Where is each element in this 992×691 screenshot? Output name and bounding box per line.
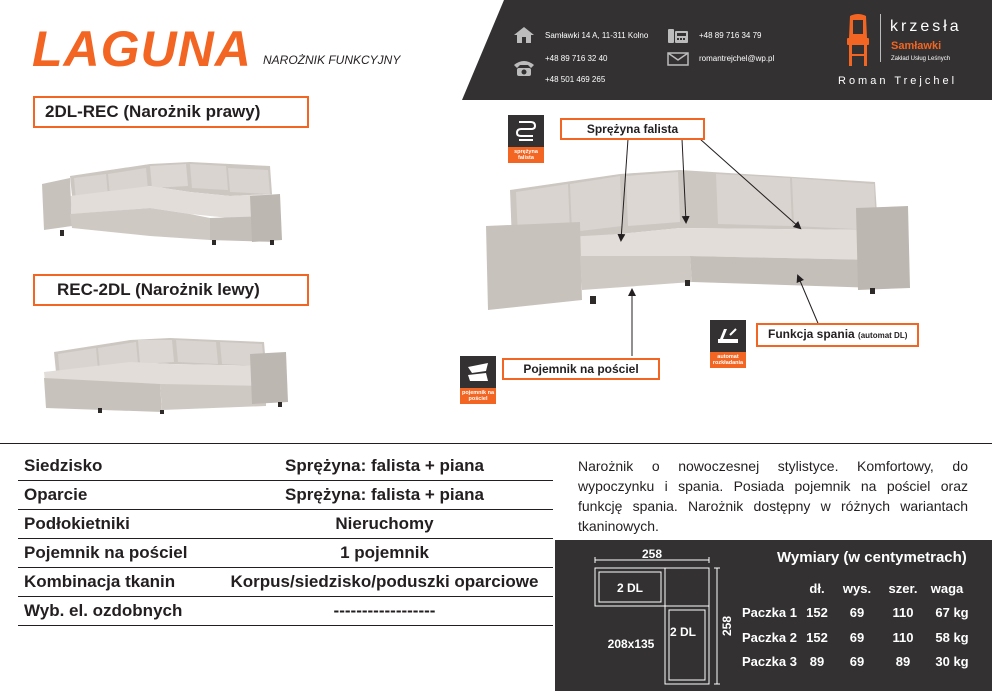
dim-cell: 58 kg <box>935 630 969 645</box>
dim-cell: 69 <box>849 654 865 669</box>
callout-sleeping-note: (automat DL) <box>858 331 908 340</box>
dim-cell: 69 <box>849 630 865 645</box>
spec-value: 1 pojemnik <box>340 543 429 562</box>
dimension-width-label: 258 <box>641 547 663 561</box>
spec-row <box>18 452 553 481</box>
feature-spring-label: sprężyna falista <box>508 147 544 163</box>
dim-col-header: szer. <box>888 581 918 596</box>
callout-sleeping-main: Funkcja spania <box>768 327 855 341</box>
feature-spring <box>508 115 544 163</box>
contact-fax: +48 89 716 34 79 <box>699 31 762 40</box>
product-subtitle: NAROŻNIK FUNKCYJNY <box>263 53 401 67</box>
sleep-area-label: 208x135 <box>607 637 655 651</box>
brand-samlawki: Samławki <box>891 40 942 52</box>
dim-row-name: Paczka 3 <box>742 654 797 669</box>
spec-name: Wyb. el. ozdobnych <box>24 601 183 620</box>
dim-cell: 89 <box>895 654 911 669</box>
spec-name: Pojemnik na pościel <box>24 543 188 562</box>
spec-value: Nieruchomy <box>335 514 434 533</box>
module-top-label: 2 DL <box>616 581 644 595</box>
callout-storage: Pojemnik na pościel <box>502 358 660 380</box>
dimension-depth-label: 258 <box>720 615 734 637</box>
spec-name: Siedzisko <box>24 456 103 475</box>
dim-col-header: wys. <box>842 581 872 596</box>
dim-cell: 152 <box>806 630 828 645</box>
callout-sleeping-function <box>756 323 919 347</box>
spec-row <box>18 539 553 568</box>
dim-col-header: dł. <box>809 581 825 596</box>
feature-sleeping-label: automat rozkładania <box>710 352 746 368</box>
brand-zaklad: Zakład Usług Leśnych <box>891 56 951 62</box>
spring-icon <box>515 119 537 143</box>
spec-value: Korpus/siedzisko/poduszki oparciowe <box>230 572 539 591</box>
spec-row <box>18 481 553 510</box>
contact-email[interactable]: romantrejchel@wp.pl <box>699 54 775 63</box>
feature-storage-label: pojemnik na pościel <box>461 390 495 402</box>
contact-phone-1: +48 89 716 32 40 <box>545 54 608 63</box>
product-description: Narożnik o nowoczesnej stylistyce. Komfortowy, do wypoczynku i spania. Posiada pojemnik na pościel oraz funkcję spania. Narożnik dostępny w różnych wariantach tkaninowych. <box>578 458 968 534</box>
dim-row-name: Paczka 2 <box>742 630 797 645</box>
spec-value: ------------------ <box>333 601 436 620</box>
dim-cell: 110 <box>892 605 914 620</box>
spec-name: Podłokietniki <box>24 514 130 533</box>
variant-label-right: 2DL-REC (Narożnik prawy) <box>33 96 309 128</box>
dim-col-header: waga <box>930 581 964 596</box>
contact-phone-2: +48 501 469 265 <box>545 75 606 84</box>
dim-cell: 110 <box>892 630 914 645</box>
brand-krzesla: krzesła <box>890 18 962 35</box>
dim-cell: 89 <box>809 654 825 669</box>
spec-name: Oparcie <box>24 485 88 504</box>
spec-row <box>18 597 553 626</box>
sofa-bed-icon <box>716 325 740 347</box>
dimensions-title: Wymiary (w centymetrach) <box>777 549 967 566</box>
module-side-label: 2 DL <box>669 625 697 639</box>
section-divider <box>0 443 992 444</box>
dim-cell: 30 kg <box>935 654 969 669</box>
contact-address: Samławki 14 A, 11-311 Kolno <box>545 31 649 40</box>
spec-table <box>18 452 553 626</box>
product-title: LAGUNA <box>32 21 252 77</box>
spec-name: Kombinacja tkanin <box>24 572 176 591</box>
variant-label-left: REC-2DL (Narożnik lewy) <box>33 274 309 306</box>
feature-sleeping <box>710 320 746 368</box>
dimension-diagram <box>555 540 755 691</box>
dim-row-name: Paczka 1 <box>742 605 797 620</box>
spec-row <box>18 568 553 597</box>
dim-cell: 152 <box>806 605 828 620</box>
spec-value: Sprężyna: falista + piana <box>285 456 484 475</box>
spec-row <box>18 510 553 539</box>
dimensions-panel <box>555 540 992 691</box>
feature-storage <box>460 356 496 404</box>
spec-value: Sprężyna: falista + piana <box>285 485 484 504</box>
brand-owner-name: Roman Trejchel <box>838 75 958 87</box>
callout-spring: Sprężyna falista <box>560 118 705 140</box>
storage-box-icon <box>466 361 490 383</box>
dim-cell: 69 <box>849 605 865 620</box>
dim-cell: 67 kg <box>935 605 969 620</box>
